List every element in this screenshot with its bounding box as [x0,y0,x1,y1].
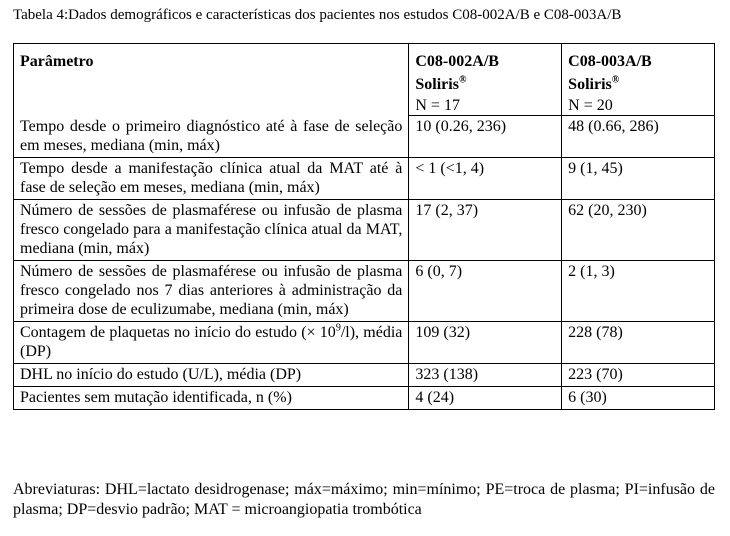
row-value-col1: < 1 (<1, 4) [409,157,562,199]
row-value-col1: 4 (24) [409,386,562,409]
row-value-col2: 48 (0.66, 286) [562,116,715,158]
header-parameter-spacer [14,94,409,116]
table-row [14,321,715,363]
row-value-col2: 9 (1, 45) [562,157,715,199]
registered-mark: ® [611,74,620,86]
row-value-col1: 6 (0, 7) [409,260,562,321]
row-value-col2: 223 (70) [562,363,715,386]
row-parameter: Número de sessões de plasmaférese ou infusão de plasma fresco congelado para a manifestação clínica atual da MAT, mediana (min, máx) [14,199,409,260]
row-parameter: Tempo desde o primeiro diagnóstico até à fase de seleção em meses, mediana (min, máx) [14,116,409,158]
row-parameter: DHL no início do estudo (U/L), média (DP) [14,363,409,386]
table-header-row [14,44,715,74]
row-parameter: Tempo desde a manifestação clínica atual da MAT até à fase de seleção em meses, mediana (min, máx) [14,157,409,199]
row-value-col1: 17 (2, 37) [409,199,562,260]
table-row [14,363,715,386]
table-row [14,116,715,158]
table-row [14,386,715,409]
exponent: 9 [335,322,341,334]
row-value-col2: 6 (30) [562,386,715,409]
table-row [14,260,715,321]
row-parameter [14,321,409,363]
row-value-col1: 109 (32) [409,321,562,363]
header-study-c08-003: C08-003A/B [562,44,715,74]
registered-mark: ® [458,74,467,86]
header-drug-col2 [562,73,715,94]
row-parameter-text: /l), média (DP) [20,323,403,360]
row-parameter-text: Contagem de plaquetas no início do estudo (× 10 [20,323,336,341]
demographics-table [13,43,715,410]
table-row [14,199,715,260]
header-parameter-spacer [14,73,409,94]
row-value-col2: 2 (1, 3) [562,260,715,321]
header-n-col1: N = 17 [409,94,562,116]
row-parameter: Número de sessões de plasmaférese ou infusão de plasma fresco congelado nos 7 dias anteriores à administração da primeira dose de eculizumabe, mediana (min, máx) [14,260,409,321]
row-value-col2: 62 (20, 230) [562,199,715,260]
row-value-col2: 228 (78) [562,321,715,363]
row-value-col1: 323 (138) [409,363,562,386]
header-n-col2: N = 20 [562,94,715,116]
drug-name: Soliris [568,76,612,93]
table-caption: Tabela 4:Dados demográficos e características dos pacientes nos estudos C08-002A/B e C08-003A/B [13,7,622,23]
table-header-drug-row [14,73,715,94]
header-drug-col1 [409,73,562,94]
drug-name: Soliris [415,76,459,93]
abbreviations-footnote: Abreviaturas: DHL=lactato desidrogenase; máx=máximo; min=mínimo; PE=troca de plasma; PI=infusão de plasma; DP=desvio padrão; MAT = microangiopatia trombótica [13,481,715,518]
header-parameter: Parâmetro [14,44,409,74]
table-header-n-row [14,94,715,116]
header-study-c08-002: C08-002A/B [409,44,562,74]
table-row [14,157,715,199]
row-parameter: Pacientes sem mutação identificada, n (%) [14,386,409,409]
row-value-col1: 10 (0.26, 236) [409,116,562,158]
